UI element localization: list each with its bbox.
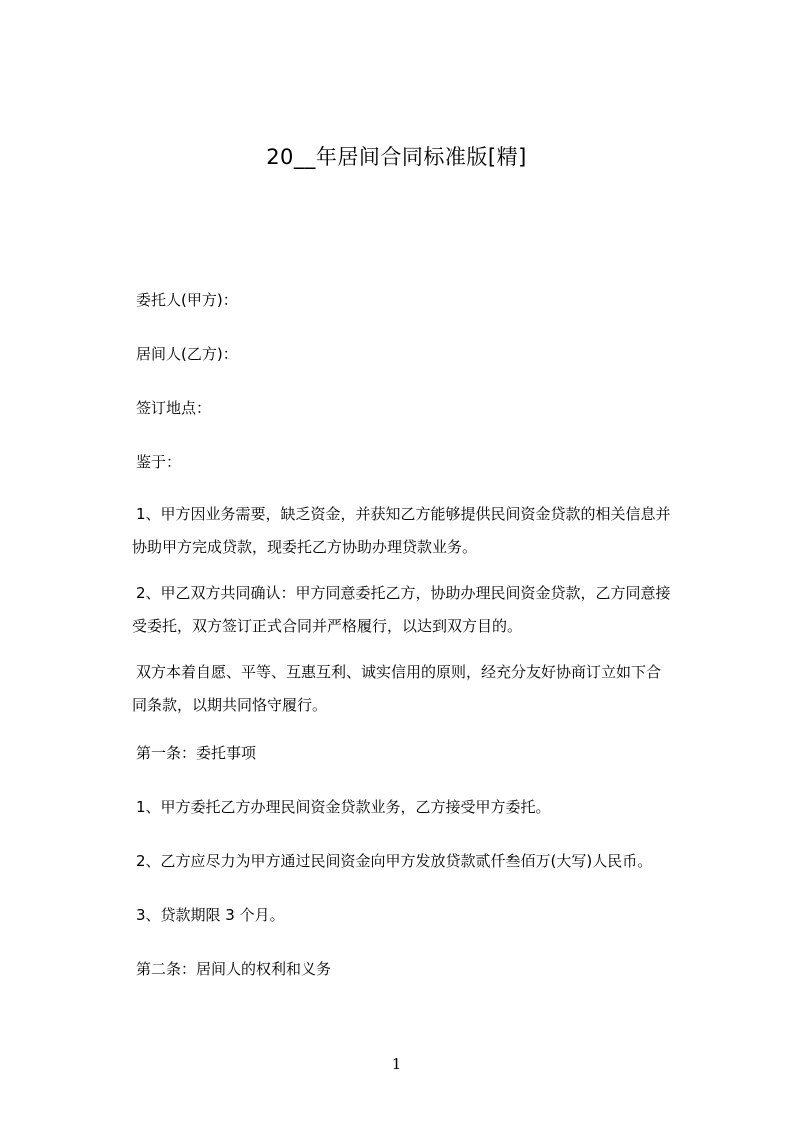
article-1-item-3: 3、贷款期限 3 个月。	[136, 906, 285, 924]
article-1-item-1: 1、甲方委托乙方办理民间资金贷款业务，乙方接受甲方委托。	[136, 798, 551, 816]
preamble-line-2: 同条款，以期共同恪守履行。	[132, 696, 328, 714]
recital-1-line-2: 协助甲方完成贷款，现委托乙方协助办理贷款业务。	[132, 538, 478, 556]
intermediary-field: 居间人(乙方)：	[136, 345, 238, 363]
recital-1-line-1: 1、甲方因业务需要，缺乏资金，并获知乙方能够提供民间资金贷款的相关信息并	[136, 505, 671, 523]
preamble	[132, 656, 716, 722]
article-1-heading: 第一条：委托事项	[136, 744, 257, 762]
whereas-heading: 鉴于：	[136, 453, 182, 471]
document-title: 20__年居间合同标准版[精]	[266, 145, 527, 169]
recital-1	[132, 498, 716, 564]
principal-field: 委托人(甲方)：	[136, 291, 238, 309]
preamble-line-1: 双方本着自愿、平等、互惠互利、诚实信用的原则，经充分友好协商订立如下合	[136, 663, 662, 681]
page-number: 1	[391, 1055, 402, 1073]
article-2-heading: 第二条：居间人的权利和义务	[136, 960, 332, 978]
recital-2	[132, 577, 716, 643]
recital-2-line-2: 受委托，双方签订正式合同并严格履行，以达到双方目的。	[132, 617, 523, 635]
article-1-item-2: 2、乙方应尽力为甲方通过民间资金向甲方发放贷款贰仟叁佰万(大写)人民币。	[136, 852, 653, 870]
recital-2-line-1: 2、甲乙双方共同确认：甲方同意委托乙方，协助办理民间资金贷款，乙方同意接	[136, 584, 671, 602]
signing-place-field: 签订地点：	[136, 399, 212, 417]
